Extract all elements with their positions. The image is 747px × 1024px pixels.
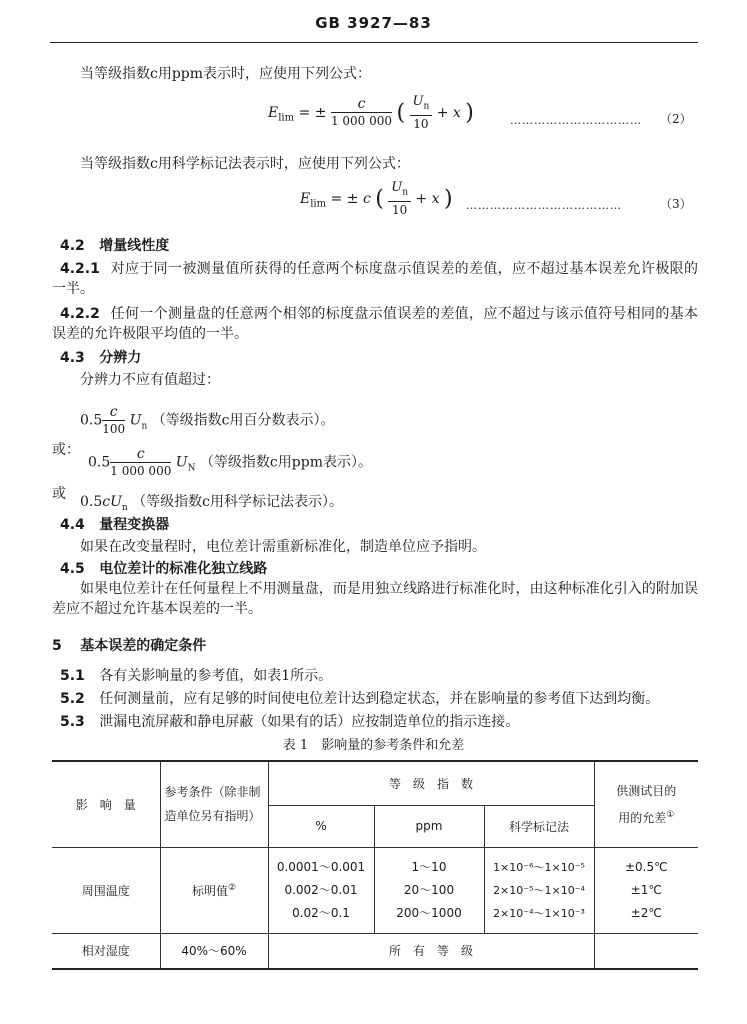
header-reference-condition: [160, 761, 268, 847]
row-temp-ppm: [374, 847, 484, 933]
formula-3-plus-x: + x: [415, 190, 440, 207]
section-5-1-text: 各有关影响量的参考值，如表1所示。: [99, 668, 333, 684]
section-4-3-num: 4.3: [60, 350, 85, 366]
formula-2-frac-num: c: [331, 96, 392, 113]
row-temp-tol-2: ±2℃: [630, 905, 662, 920]
or-label-2: 或: [52, 486, 66, 502]
resolution-sci-prefix: 0.5: [80, 494, 103, 510]
row-temp-percent: [268, 847, 374, 933]
resolution-sci-u: U: [110, 494, 122, 510]
formula-3-lhs-sub: lim: [310, 198, 327, 210]
section-4-5-title: 电位差计的标准化独立线路: [99, 561, 268, 577]
formula-2-inner-den: 10: [413, 116, 429, 131]
row-temp-ref: [160, 847, 268, 933]
section-5-title: 基本误差的确定条件: [80, 638, 207, 654]
section-4-2-2: [52, 304, 698, 344]
resolution-ppm-num: c: [110, 446, 171, 463]
section-5-3-text: 泄漏电流屏蔽和静电屏蔽（如果有的话）应按制造单位的指示连接。: [99, 714, 520, 730]
row-hum-name: 相对湿度: [52, 933, 160, 969]
formula-2-inner-fraction: [410, 94, 433, 132]
row-hum-ref: 40%～60%: [160, 933, 268, 969]
table-caption: 表 1 影响量的参考条件和允差: [282, 738, 465, 753]
header-tol-line-1: 供测试目的: [616, 783, 677, 798]
resolution-percent-u: U: [129, 412, 142, 429]
section-4-3-heading: [60, 348, 141, 368]
section-5-2: [60, 689, 659, 709]
row-temp-sci-1: 2×10⁻⁵～1×10⁻⁴: [493, 883, 585, 897]
table-row: [52, 933, 698, 969]
row-temp-sci-0: 1×10⁻⁶～1×10⁻⁵: [493, 860, 585, 874]
formula-3-lhs: E: [300, 190, 311, 207]
section-4-2-1: [52, 259, 698, 299]
row-temp-tol-0: ±0.5℃: [624, 859, 668, 874]
section-5-heading: [52, 636, 206, 656]
formula-2-rparen: ): [465, 100, 474, 126]
row-temp-percent-0: 0.0001～0.001: [276, 859, 366, 874]
formula-2-lparen: (: [396, 100, 406, 126]
formula-2-lhs: E: [268, 104, 279, 121]
section-4-5-heading: [60, 559, 267, 579]
section-4-2-heading: [60, 236, 169, 256]
header-ref-line-2: 造单位另有指明）: [164, 809, 261, 824]
resolution-ppm-den: 1 000 000: [110, 464, 172, 478]
header-ref-line-1: 参考条件（除非制: [164, 785, 261, 800]
section-5-3-num: 5.3: [60, 714, 85, 730]
header-ppm: ppm: [374, 805, 484, 847]
table-row: [52, 847, 698, 933]
resolution-sci: [80, 491, 343, 513]
section-4-4-title: 量程变换器: [99, 517, 170, 533]
resolution-sci-u-sub: n: [121, 502, 128, 513]
row-hum-tolerance: [594, 933, 698, 969]
resolution-percent: [80, 404, 335, 437]
formula-2-eq: = ±: [298, 104, 327, 121]
resolution-ppm-prefix: 0.5: [88, 454, 111, 471]
row-temp-tolerance: [594, 847, 698, 933]
formula-3-inner-fraction: [388, 180, 411, 218]
section-4-3-title: 分辨力: [99, 350, 142, 366]
resolution-ppm-u: U: [175, 454, 188, 471]
formula-3-leader: …………………………………: [466, 199, 622, 212]
formula-2-leader: ……………………………: [510, 114, 642, 127]
resolution-percent-den: 100: [102, 422, 126, 436]
row-temp-sci-2: 2×10⁻⁴～1×10⁻³: [493, 906, 585, 920]
section-4-4-heading: [60, 515, 169, 535]
row-temp-ppm-0: 1～10: [411, 859, 447, 874]
formula-2-plus-x: + x: [436, 104, 461, 121]
formula-2-frac-den: 1 000 000: [330, 114, 393, 129]
resolution-percent-fraction: [102, 404, 125, 437]
section-4-4-text: 如果在改变量程时，电位差计需重新标准化，制造单位应予指明。: [80, 539, 486, 555]
table-1: [52, 760, 698, 970]
header-percent: %: [268, 805, 374, 847]
section-4-3-text: 分辨力不应有值超过：: [80, 372, 220, 388]
formula-3: [300, 180, 453, 218]
resolution-ppm-note: （等级指数c用ppm表示）。: [199, 454, 372, 471]
formula-3-lparen: (: [375, 186, 384, 212]
section-4-2-num: 4.2: [60, 238, 85, 254]
row-temp-ref-mark: ②: [227, 882, 237, 893]
page-header: GB 3927—83: [315, 14, 432, 32]
header-sci: 科学标记法: [484, 805, 594, 847]
formula-2-lhs-sub: lim: [278, 112, 295, 124]
resolution-sci-c: c: [102, 494, 111, 510]
resolution-percent-u-sub: n: [141, 421, 148, 432]
header-tol-mark: ①: [666, 809, 675, 820]
formula-3-rparen: ): [444, 186, 453, 212]
row-temp-name: 周围温度: [52, 847, 160, 933]
section-5-1-num: 5.1: [60, 668, 85, 684]
resolution-percent-prefix: 0.5: [80, 412, 103, 429]
formula-2-inner-num: U: [412, 94, 424, 109]
row-temp-sci: [484, 847, 594, 933]
section-4-2-title: 增量线性度: [99, 238, 170, 254]
header-rule: [50, 42, 698, 43]
resolution-percent-num: c: [102, 404, 125, 421]
row-temp-ppm-2: 200～1000: [396, 905, 462, 920]
section-4-4-num: 4.4: [60, 517, 85, 533]
section-5-1: [60, 666, 332, 686]
resolution-sci-note: （等级指数c用科学标记法表示）。: [132, 494, 344, 510]
formula-3-inner-den: 10: [392, 202, 408, 217]
ppm-formula-intro: 当等级指数c用ppm表示时，应使用下列公式：: [80, 66, 372, 82]
formula-2-inner-num-sub: n: [423, 101, 430, 112]
row-temp-ref-text: 标明值: [191, 883, 228, 898]
row-hum-classes: 所 有 等 级: [268, 933, 594, 969]
section-5-3: [60, 712, 519, 732]
header-influence: 影 响 量: [52, 761, 160, 847]
section-5-num: 5: [52, 638, 62, 654]
row-temp-percent-2: 0.02～0.1: [292, 905, 350, 920]
section-4-2-1-num: 4.2.1: [60, 261, 100, 277]
header-tol-line-2: 用的允差: [618, 810, 667, 825]
section-4-5-num: 4.5: [60, 561, 85, 577]
section-4-2-2-num: 4.2.2: [60, 306, 100, 322]
reference-conditions-table: [52, 760, 698, 970]
formula-3-eq: = ± c: [330, 190, 371, 207]
formula-3-inner-num: U: [391, 180, 403, 195]
formula-2: [268, 94, 474, 132]
resolution-ppm-u-sub: N: [187, 463, 196, 474]
header-tolerance: [594, 761, 698, 847]
row-temp-percent-1: 0.002～0.01: [284, 882, 358, 897]
formula-2-fraction: [331, 96, 392, 129]
row-temp-tol-1: ±1℃: [630, 882, 662, 897]
section-5-2-num: 5.2: [60, 691, 85, 707]
section-5-2-text: 任何测量前，应有足够的时间使电位差计达到稳定状态，并在影响量的参考值下达到均衡。: [99, 691, 660, 707]
header-class-index: 等 级 指 数: [268, 761, 594, 805]
sci-formula-intro: 当等级指数c用科学标记法表示时，应使用下列公式：: [80, 156, 410, 172]
row-temp-ppm-1: 20～100: [403, 882, 455, 897]
resolution-percent-note: （等级指数c用百分数表示）。: [151, 412, 335, 429]
formula-3-inner-num-sub: n: [402, 187, 409, 198]
section-4-2-2-text: 任何一个测量盘的任意两个相邻的标度盘示值误差的差值，应不超过与该示值符号相同的基本误差的允许极限平均值的一半。: [52, 306, 699, 342]
resolution-ppm-fraction: [110, 446, 171, 479]
section-4-2-1-text: 对应于同一被测量值所获得的任意两个标度盘示值误差的差值，应不超过基本误差允许极限的一半。: [52, 261, 699, 297]
section-4-5-text: 如果电位差计在任何量程上不用测量盘，而是用独立线路进行标准化时，由这种标准化引入的附加误差应不超过允许基本误差的一半。: [52, 581, 698, 617]
formula-2-number: （2）: [660, 112, 692, 126]
resolution-ppm: [88, 446, 372, 479]
formula-3-number: （3）: [660, 197, 692, 211]
or-label-1: 或：: [52, 442, 80, 458]
